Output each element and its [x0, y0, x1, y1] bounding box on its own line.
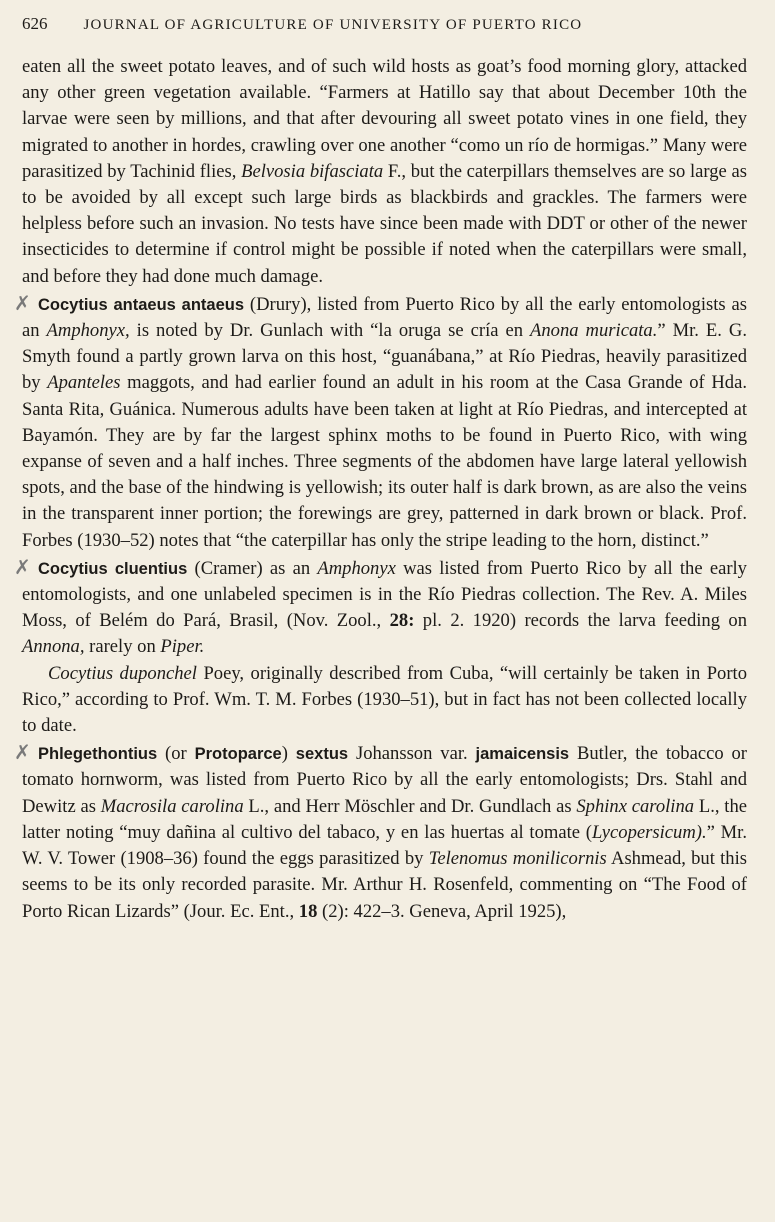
species-heading: Protoparce	[194, 745, 282, 764]
species-heading: Phlegethontius	[38, 745, 158, 764]
paragraph-cocytius-antaeus: ✗ Cocytius antaeus antaeus (Drury), listed from Puerto Rico by all the early entomologists as an Amphonyx, is noted by Dr. Gunlach with “la oruga se cría en Anona muricata.” Mr. E. G. Smyth found a partly grown larva on this host, “guanábana,” at Río Piedras, heavily parasitized by Apanteles maggots, and had earlier found an adult in his room at the Casa Grande of Hda. Santa Rita, Guánica. Numerous adults have been taken at light at Río Piedras, and intercepted at Bayamón. They are by far the largest sphinx moths to be found in Puerto Rico, with wing expanse of seven and a half inches. Three segments of the abdomen have large lateral yellowish spots, and the base of the hindwing is yellowish; its outer half is dark brown, as are also the veins in the transparent inner portion; the forewings are grey, patterned in dark brown or black. Prof. Forbes (1930–52) notes that “the caterpillar has only the stripe leading to the horn, distinct.”	[14, 290, 747, 551]
running-header	[22, 14, 747, 54]
taxon-name: Sphinx carolina	[576, 795, 695, 817]
taxon-name: Amphonyx,	[46, 320, 130, 342]
paragraph-phlegethontius-sextus: ✗ Phlegethontius (or Protoparce) sextus Johansson var. jamaicensis Butler, the tobacco or tomato hornworm, was listed from Puerto Rico by all the early entomologists; Drs. Stahl and Dewitz as Macrosila carolina L., and Herr Möschler and Dr. Gundlach as Sphinx carolina L., the latter noting “muy dañina al cultivo del tabaco, y en las huertas al tomate (Lycopersicum).” Mr. W. V. Tower (1908–36) found the eggs parasitized by Telenomus monilicornis Ashmead, but this seems to be its only recorded parasite. Mr. Arthur H. Rosenfeld, commenting on “The Food of Porto Rican Lizards” (Jour. Ec. Ent., 18 (2): 422–3. Geneva, April 1925),	[14, 740, 748, 922]
margin-check-mark-icon: ✗	[14, 740, 31, 765]
paragraph-spodoptera-outbreak: eaten all the sweet potato leaves, and of such wild hosts as goat’s food morning glory, attacked any other green vegetation available. “Farmers at Hatillo say that about December 10th the larvae were seen by millions, and that after devouring all sweet potato vines in one field, they migrated to another in hordes, crawling over one another “como un río de hormigas.” Many were parasitized by Tachinid flies, Belvosia bifasciata F., but the caterpillars themselves are so large as to be avoided by all except such large birds as blackbirds and grackles. The farmers were helpless before such an invasion. No tests have since been made with DDT or other of the newer insecticides to determine if control might be possible if noted when the caterpillars were small, and before they had done much damage.	[22, 56, 747, 287]
volume-number: 18	[298, 900, 318, 922]
taxon-name: Amphonyx	[317, 557, 396, 579]
volume-number: 28:	[389, 610, 415, 632]
paragraph-cocytius-cluentius: ✗ Cocytius cluentius (Cramer) as an Amphonyx was listed from Puerto Rico by all the early entomologists, and one unlabeled specimen is in the Río Piedras collection. The Rev. A. Miles Moss, of Belém do Pará, Brasil, (Nov. Zool., 28: pl. 2. 1920) records the larva feeding on Annona, rarely on Piper.	[14, 554, 747, 658]
margin-check-mark-icon: ✗	[14, 554, 31, 579]
taxon-name: Belvosia bifasciata	[241, 160, 384, 182]
taxon-name: Lycopersicum).	[592, 821, 707, 843]
taxon-name: Annona,	[22, 636, 85, 658]
taxon-name: Anona muricata.	[530, 320, 658, 342]
article-body	[14, 54, 748, 925]
margin-check-mark-icon: ✗	[14, 290, 31, 315]
taxon-name: Cocytius duponchel	[48, 662, 197, 684]
taxon-name: Piper.	[160, 636, 205, 658]
taxon-name: Telenomus monilicornis	[428, 848, 607, 870]
running-title: JOURNAL OF AGRICULTURE OF UNIVERSITY OF PUERTO RICO	[83, 17, 583, 33]
paragraph-cocytius-duponchel: Cocytius duponchel Poey, originally described from Cuba, “will certainly be taken in Porto Rico,” according to Prof. Wm. T. M. Forbes (1930–51), but in fact has not been collected locally to date.	[22, 662, 747, 737]
page-number: 626	[22, 14, 48, 33]
species-heading: sextus	[295, 745, 349, 764]
taxon-name: Macrosila carolina	[100, 795, 244, 817]
species-heading: Cocytius antaeus antaeus	[38, 295, 245, 314]
taxon-name: Apanteles	[47, 372, 121, 394]
species-heading: Cocytius cluentius	[38, 559, 188, 578]
species-heading: jamaicensis	[475, 745, 570, 764]
